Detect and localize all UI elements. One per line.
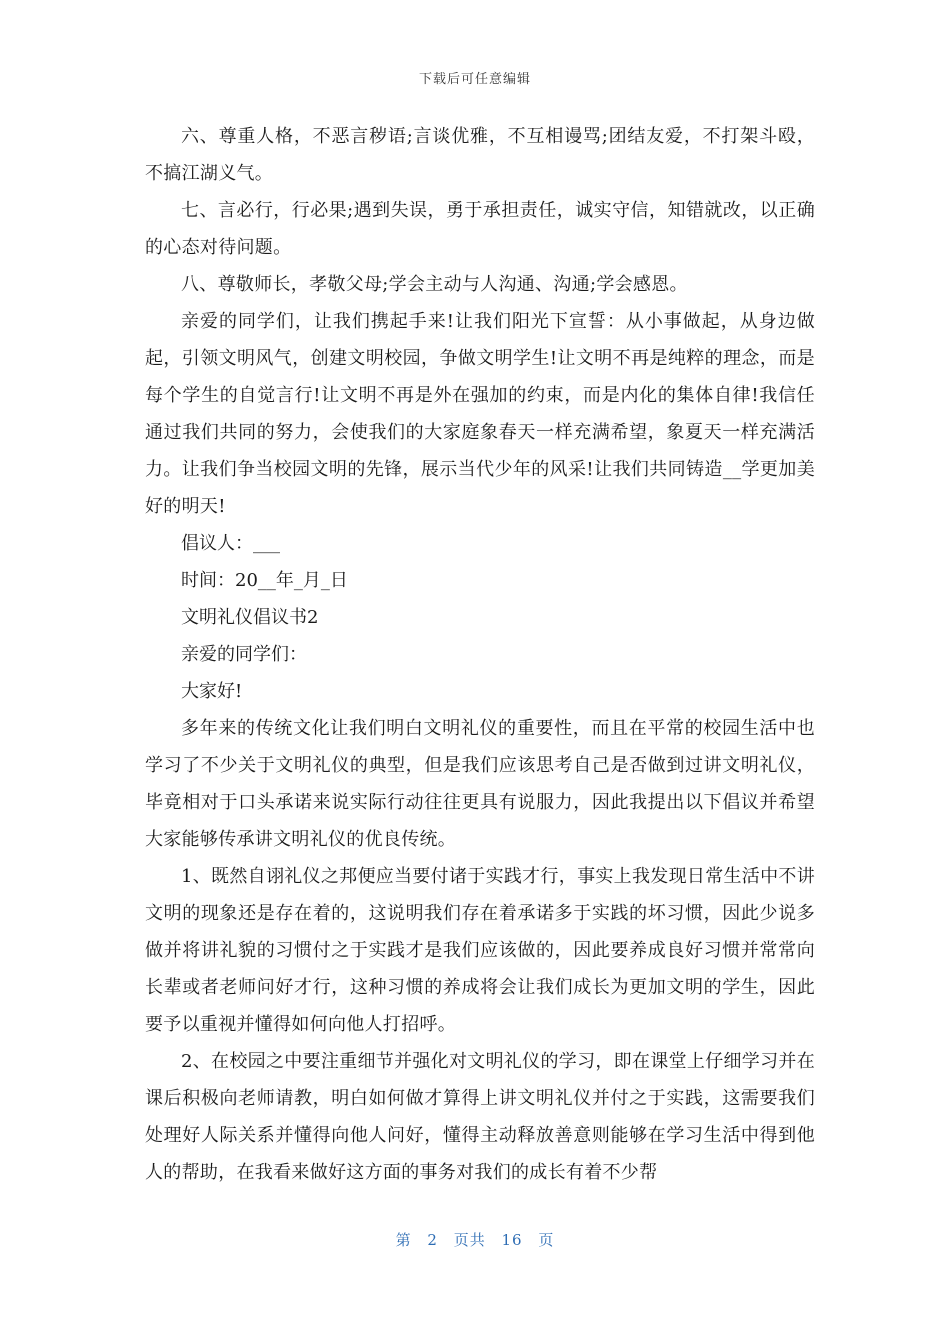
paragraph-rule-six: 六、尊重人格，不恶言秽语;言谈优雅，不互相谩骂;团结友爱，不打架斗殴，不搞江湖义气。 — [145, 126, 815, 184]
section-title: 文明礼仪倡议书2 — [181, 607, 319, 628]
paragraph-point-two: 2、在校园之中要注重细节并强化对文明礼仪的学习，即在课堂上仔细学习并在课后积极向老师请教，明白如何做才算得上讲文明礼仪并付之于实践，这需要我们处理好人际关系并懂得向他人问好，懂得主动释放善意则能够在学习生活中得到他人的帮助，在我看来做好这方面的事务对我们的成长有着不少帮 — [145, 1051, 815, 1183]
salutation: 亲爱的同学们： — [181, 644, 307, 665]
signature-line: 倡议人：___ — [181, 533, 280, 554]
document-body — [145, 118, 815, 1191]
date-line: 时间：20__年_月_日 — [181, 570, 348, 591]
paragraph-point-one: 1、既然自诩礼仪之邦便应当要付诸于实践才行，事实上我发现日常生活中不讲文明的现象还是存在着的，这说明我们存在着承诺多于实践的坏习惯，因此少说多做并将讲礼貌的习惯付之于实践才是我们应该做的，因此要养成良好习惯并常常向长辈或者老师问好才行，这种习惯的养成将会让我们成长为更加文明的学生，因此要予以重视并懂得如何向他人打招呼。 — [145, 866, 815, 1035]
paragraph-rule-seven: 七、言必行，行必果;遇到失误，勇于承担责任，诚实守信，知错就改，以正确的心态对待问题。 — [145, 200, 815, 258]
paragraph-intro: 多年来的传统文化让我们明白文明礼仪的重要性，而且在平常的校园生活中也学习了不少关于文明礼仪的典型，但是我们应该思考自己是否做到过讲文明礼仪，毕竟相对于口头承诺来说实际行动往往更具有说服力，因此我提出以下倡议并希望大家能够传承讲文明礼仪的优良传统。 — [145, 718, 815, 850]
paragraph-appeal: 亲爱的同学们，让我们携起手来!让我们阳光下宣誓：从小事做起，从身边做起，引领文明风气，创建文明校园，争做文明学生!让文明不再是纯粹的理念，而是每个学生的自觉言行!让文明不再是外在强加的约束，而是内化的集体自律!我信任通过我们共同的努力，会使我们的大家庭象春天一样充满希望，象夏天一样充满活力。让我们争当校园文明的先锋，展示当代少年的风采!让我们共同铸造__学更加美好的明天! — [145, 311, 815, 517]
paragraph-rule-eight: 八、尊敬师长，孝敬父母;学会主动与人沟通、沟通;学会感恩。 — [181, 274, 688, 295]
page-header: 下载后可任意编辑 — [418, 72, 531, 87]
greeting: 大家好! — [181, 681, 243, 702]
page-footer: 第 2 页共 16 页 — [395, 1231, 555, 1249]
